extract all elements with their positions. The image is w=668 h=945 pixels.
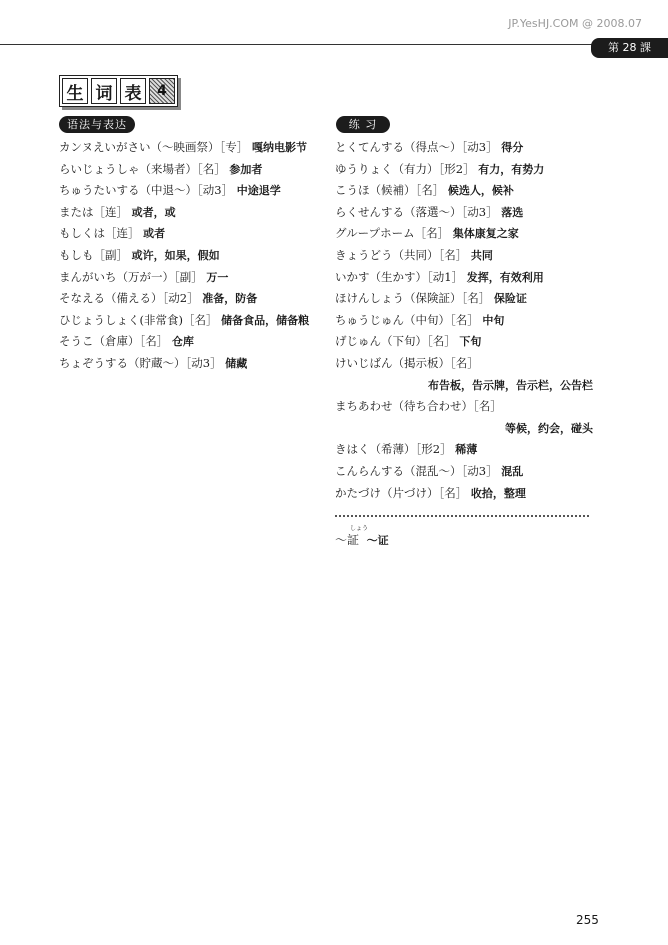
vocab-meaning: 保险证	[493, 292, 527, 306]
vocab-entry	[335, 225, 519, 242]
vocab-word: かたづけ（片づけ）［名］	[335, 485, 468, 500]
title-char: 词	[91, 78, 117, 104]
extra-prefix: ～	[335, 533, 348, 547]
vocab-entry	[335, 139, 523, 156]
vocab-meaning: 储藏	[225, 357, 248, 370]
ruby-kanji	[347, 525, 369, 548]
vocab-meaning: 中旬	[482, 313, 505, 327]
vocab-word: ゆうりょく（有力）［形2］	[335, 161, 475, 176]
watermark: JP.YesHJ.COM @ 2008.07	[508, 17, 642, 30]
vocab-word: ひじょうしょく(非常食)［名］	[59, 312, 218, 327]
vocab-entry	[335, 182, 514, 199]
vocab-word: カンヌえいがさい（～映画祭）［专］	[59, 140, 249, 154]
vocab-meaning: 或者	[143, 227, 166, 241]
vocab-meaning: 下旬	[459, 335, 482, 349]
extra-kanji: 証	[347, 533, 360, 547]
vocab-word: げじゅん（下旬）［名］	[335, 334, 456, 349]
vocab-meaning: 发挥，有效利用	[466, 270, 544, 284]
vocab-meaning: 万一	[206, 270, 229, 284]
vocab-word: きはく（希薄）［形2］	[335, 442, 452, 457]
title-char: 表	[120, 78, 146, 104]
vocab-entry	[59, 139, 307, 156]
vocab-word: または［连］	[59, 204, 128, 219]
lesson-tab: 第 28 課	[591, 38, 668, 58]
vocab-entry	[59, 333, 194, 350]
vocab-entry	[59, 312, 309, 329]
vocab-meaning: 得分	[501, 141, 524, 154]
vocab-meaning: 落选	[501, 205, 524, 219]
vocab-entry	[59, 355, 247, 372]
vocab-entry	[59, 290, 257, 307]
vocab-entry	[59, 225, 165, 242]
vocab-meaning: 候选人，候补	[447, 184, 514, 198]
vocab-word: もしくは［连］	[59, 226, 140, 241]
vocab-word: まんがいち（万が一）［副］	[59, 269, 203, 284]
vocab-entry	[335, 355, 479, 371]
vocab-word: いかす（生かす）［动1］	[335, 269, 464, 284]
vocab-word: ほけんしょう（保険証）［名］	[335, 291, 491, 306]
vocab-word: もしも［副］	[59, 248, 128, 262]
vocab-meaning: 或许，如果，假如	[131, 249, 220, 262]
vocab-meaning: 或者，或	[131, 205, 176, 219]
vocab-word: らくせんする（落選～）［动3］	[335, 204, 498, 219]
title-char: 生	[62, 78, 88, 104]
vocab-entry	[59, 204, 176, 221]
vocab-entry	[335, 333, 481, 350]
vocab-entry	[335, 420, 593, 437]
vocab-entry	[59, 247, 220, 264]
vocab-meaning: 布告板，告示牌，告示栏，公告栏	[428, 378, 593, 392]
vocab-word: けいじばん（掲示板）［名］	[335, 356, 479, 370]
vocab-meaning: 中途退学	[236, 184, 281, 198]
vocab-meaning: 收拾，整理	[470, 486, 526, 500]
extra-meaning: ～证	[366, 534, 389, 547]
vocab-meaning: 共同	[470, 249, 493, 262]
vocab-meaning: 集体康复之家	[452, 227, 519, 241]
vocab-meaning: 参加者	[229, 162, 263, 176]
vocab-word: ちょぞうする（貯蔵～）［动3］	[59, 356, 222, 370]
vocab-entry	[335, 441, 477, 458]
vocab-word: グループホーム［名］	[335, 226, 450, 241]
vocab-entry	[59, 182, 281, 199]
vocab-meaning: 混乱	[501, 465, 524, 478]
vocab-word: とくてんする（得点～）［动3］	[335, 140, 498, 154]
vocab-entry	[335, 290, 527, 307]
vocab-word: そうこ（倉庫）［名］	[59, 334, 169, 349]
extra-entry	[335, 525, 389, 548]
vocab-meaning: 等候，约会，碰头	[505, 421, 593, 435]
vocab-entry	[335, 269, 544, 286]
dotted-divider	[335, 515, 589, 517]
vocab-entry	[335, 485, 526, 502]
vocab-word: まちあわせ（待ち合わせ）［名］	[335, 399, 502, 414]
vocab-entry	[335, 161, 544, 178]
grammar-section-label: 语法与表达	[59, 116, 135, 133]
vocab-word: ちゅうたいする（中退～）［动3］	[59, 183, 234, 198]
vocab-meaning: 嘎纳电影节	[251, 141, 307, 154]
vocab-meaning: 有力，有势力	[478, 162, 545, 176]
vocab-word: こうほ（候補）［名］	[335, 183, 445, 198]
vocab-word: ちゅうじゅん（中旬）［名］	[335, 312, 479, 327]
vocab-entry	[335, 377, 593, 394]
vocab-entry	[59, 161, 262, 178]
vocab-meaning: 仓库	[171, 335, 194, 349]
practice-section-label: 练 习	[336, 116, 390, 133]
vocab-entry	[335, 463, 523, 480]
vocab-entry	[59, 269, 228, 286]
vocab-meaning: 准备，防备	[202, 292, 258, 306]
vocab-entry	[335, 247, 493, 264]
vocab-word: そなえる（備える）［动2］	[59, 291, 199, 306]
title-number: 4	[149, 78, 175, 104]
page-number: 255	[576, 913, 599, 927]
vocab-entry	[335, 312, 504, 329]
vocab-word: きょうどう（共同）［名］	[335, 248, 468, 262]
vocab-meaning: 储备食品，储备粮	[221, 313, 310, 327]
vocab-word: らいじょうしゃ（来場者）［名］	[59, 161, 226, 176]
header-rule	[0, 44, 602, 45]
vocab-word: こんらんする（混乱～）［动3］	[335, 464, 498, 478]
vocabulary-title	[59, 75, 178, 107]
vocab-entry	[335, 398, 502, 414]
ruby-reading: しょう	[350, 525, 369, 532]
vocab-meaning: 稀薄	[455, 443, 478, 457]
vocab-entry	[335, 204, 523, 221]
